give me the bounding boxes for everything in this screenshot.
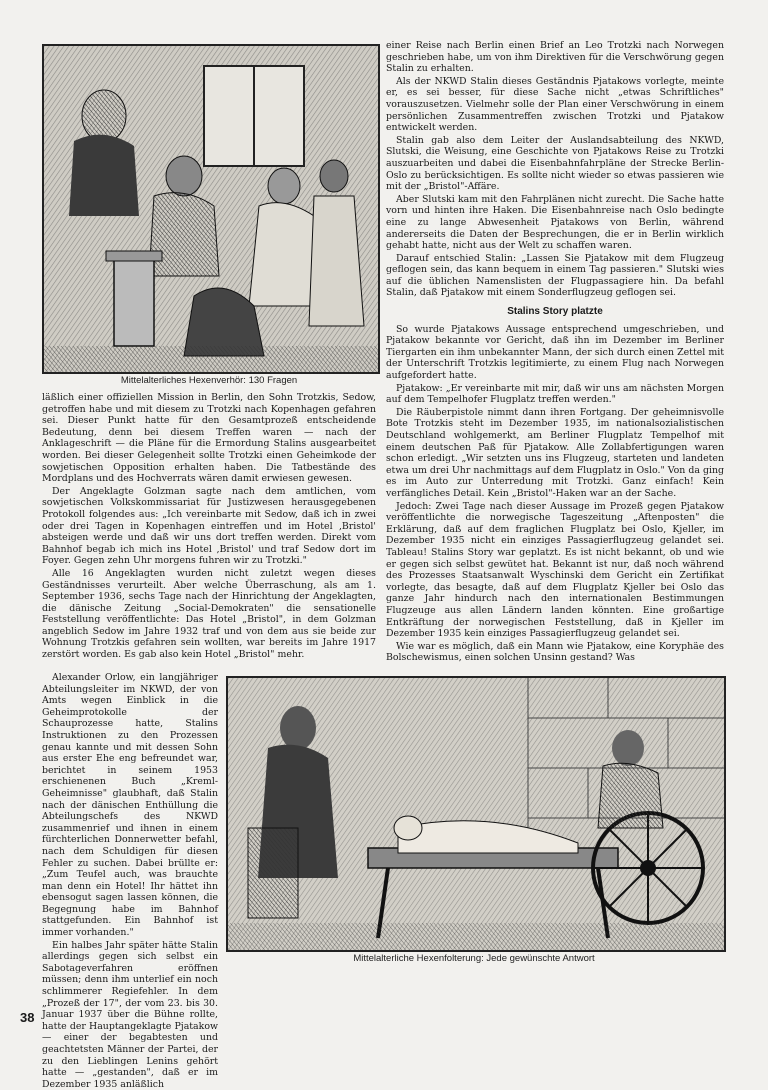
bottom-illustration-caption: Mittelalterliche Hexenfolterung: Jede gewünschte Antwort [353,953,595,964]
paragraph: Jedoch: Zwei Tage nach dieser Aussage im Prozeß gegen Pjatakow veröffentlichte die norwegische Tageszeitung „Aftenposten" die Erklärung, daß auf dem fraglichen Flugplatz bei Oslo, Kjeller, im Dezember 1935 nicht ein einziges Passagierflugzeug gelandet sei. Tableau! Stalins Story war geplatzt. Es ist nicht bekannt, ob und wie er gegen sich selbst gewütet hat. Bekannt ist nur, daß noch während des Prozesses Staatsanwalt Wyschinski dem Gericht ein Zertifikat vorlegte, das besagte, daß auf dem Flugplatz Kjeller bei Oslo das ganze Jahr hindurch nach den internationalen Bestimmungen Flugzeuge aus allen Ländern landen könnten. Eine großartige Entkräftung der norwegischen Feststellung, daß in Kjeller im Dezember 1935 kein einziges Passagierflugzeug gelandet sei. [386,500,724,640]
paragraph: So wurde Pjatakows Aussage entsprechend umgeschrieben, und Pjatakow bekannte vor Gericht, daß ihn im Dezember im Berliner Tiergarten ein ihm unbekannter Mann, der sich durch einen Zettel mit der Unterschrift Trotzkis legitimierte, zu einem Flug nach Norwegen aufgefordert hatte. [386,323,724,382]
paragraph: Aber Slutski kam mit den Fahrplänen nicht zurecht. Die Sache hatte vorn und hinten ihre Haken. Die Eisenbahnreise nach Oslo bedingte eine zu lange Abwesenheit Pjatakows von Berlin, während andererseits die Daten der Besprechungen, die er in Berlin wirklich gehabt hatte, nicht aus der Welt zu schaffen waren. [386,193,724,252]
left-column-text [42,392,376,672]
paragraph: Pjatakow: „Er vereinbarte mit mir, daß wir uns am nächsten Morgen auf dem Tempelhofer Flugplatz treffen werden." [386,382,724,406]
engraving-image [228,678,724,950]
section-heading: Stalins Story platzte [507,306,603,318]
page-number: 38 [20,1010,35,1025]
paragraph: Stalin gab also dem Leiter der Auslandsabteilung des NKWD, Slutski, die Weisung, eine Geschichte von Pjatakows Reise zu Trotzki auszuarbeiten und dabei die Eisenbahnfahrpläne der Strecke Berlin-Oslo zu berücksichtigen. Es sollte nicht wieder so etwas passieren wie mit der „Bristol"-Affäre. [386,134,724,193]
engraving-image [44,46,378,372]
right-column-text [386,40,724,672]
top-illustration-caption: Mittelalterliches Hexenverhör: 130 Fragen [120,375,298,386]
paragraph: Ein halbes Jahr später hätte Stalin allerdings gegen sich selbst ein Sabotageverfahren eröffnen müssen; denn ihm unterlief ein noch schlimmerer Regiefehler. In dem „Prozeß der 17", der vom 23. bis 30. Januar 1937 über die Bühne rollte, hatte der Hauptangeklagte Pjatakow — einer der begabtesten und geachtetsten Männer der Partei, der zu den Lieblingen Lenins gehört hatte — „gestanden", daß er im Dezember 1935 anläßlich [42,939,218,1090]
paragraph: Darauf entschied Stalin: „Lassen Sie Pjatakow mit dem Flugzeug geflogen sein, das kann bequem in einem Tag passieren." Slutski wies auf die üblichen Namenslisten der Flugpassagiere hin. Da befahl Stalin, daß Pjatakow mit einem Sonderflugzeug geflogen sei. [386,252,724,299]
paragraph: Alle 16 Angeklagten wurden nicht zuletzt wegen dieses Geständnisses verurteilt. Aber welche Überraschung, als am 1. September 1936, sechs Tage nach der Hinrichtung der Angeklagten, die dänische Zeitung „Social-Demokraten" die sensationelle Feststellung veröffentlichte: Das Hotel „Bristol", in dem Golzman angeblich Sedow im Jahre 1932 traf und von dem aus sie beide zur Wohnung Trotzkis gefahren sein wollten, war bereits im Jahre 1917 zerstört worden. Es gab also kein Hotel „Bristol" mehr. [42,567,376,661]
paragraph: Die Räuberpistole nimmt dann ihren Fortgang. Der geheimnisvolle Bote Trotzkis steht im Dezember 1935, im nationalsozialistischen Deutschland wohlgemerkt, am Berliner Flugplatz Tempelhof mit einem deutschen Paß für Pjatakow. Alle Zollabfertigungen waren schon erledigt. „Wir setzten uns ins Flugzeug, starteten und landeten etwa um drei Uhr nachmittags auf dem Flugplatz in Oslo." Von da ging es im Auto zur Unterredung mit Trotzki. Ganz einfach! Kein verfängliches Detail. Kein „Bristol"-Haken war an der Sache. [386,406,724,499]
narrow-column-text [42,672,218,1090]
paragraph: läßlich einer offiziellen Mission in Berlin, den Sohn Trotzkis, Sedow, getroffen habe und mit diesem zu Trotzki nach Kopenhagen gefahren sei. Dieser Punkt hatte für den Gesamtprozeß entscheidende Bedeutung, denn bei diesem Treffen waren — nach der Anklageschrift — die Pläne für die Ermordung Stalins ausgearbeitet worden. Bei dieser Gelegenheit sollte Trotzki einen Geheimkode der sowjetischen Opposition erhalten haben. Die Tatbestände des Mordplans und des Hochverrats wären damit erwiesen gewesen. [42,392,376,485]
witch-torture-illustration [226,676,726,952]
paragraph: Wie war es möglich, daß ein Mann wie Pjatakow, eine Koryphäe des Bolschewismus, einen solchen Unsinn gestand? Was [386,640,724,664]
paragraph: Als der NKWD Stalin dieses Geständnis Pjatakows vorlegte, meinte er, es sei besser, für diese Sache nicht „etwas Schriftliches" vorauszusetzen. Vielmehr solle der Plan einer Verschwörung in einem persönlichen Zusammentreffen zwischen Trotzki und Pjatakow entwickelt werden. [386,75,724,134]
paragraph: Alexander Orlow, ein langjähriger Abteilungsleiter im NKWD, der von Amts wegen Einblick in die Geheimprotokolle der Schauprozesse hatte, Stalins Instruktionen zu den Prozessen genau kannte und mit dessen Sohn aus erster Ehe eng befreundet war, berichtet in seinem 1953 erschienenen Buch „Kreml-Geheimnisse" glaubhaft, daß Stalin nach der dänischen Enthüllung die Abteilungschefs des NKWD zusammenrief und ihnen in einem fürchterlichen Donnerwetter befahl, nach dem Schuldigen für diesen Fehler zu suchen. Dabei brüllte er: „Zum Teufel auch, was brauchte man denn ein Hotel! Ihr hättet ihn ebensogut sagen lassen können, die Begegnung habe im Bahnhof stattgefunden. Ein Bahnhof ist immer vorhanden." [42,672,218,939]
paragraph: Der Angeklagte Golzman sagte nach dem amtlichen, vom sowjetischen Volkskommissariat für Justizwesen herausgegebenen Protokoll folgendes aus: „Ich vereinbarte mit Sedow, daß ich in zwei oder drei Tagen in Kopenhagen eintreffen und im Hotel ‚Bristol' absteigen werde und daß wir uns dort treffen werden. Direkt vom Bahnhof begab ich mich ins Hotel ‚Bristol' und traf Sedow dort im Foyer. Gegen zehn Uhr morgens fuhren wir zu Trotzki." [42,485,376,567]
witch-interrogation-illustration [42,44,380,374]
paragraph: einer Reise nach Berlin einen Brief an Leo Trotzki nach Norwegen geschrieben habe, um von ihm Direktiven für die Verschwörung gegen Stalin zu erhalten. [386,40,724,75]
